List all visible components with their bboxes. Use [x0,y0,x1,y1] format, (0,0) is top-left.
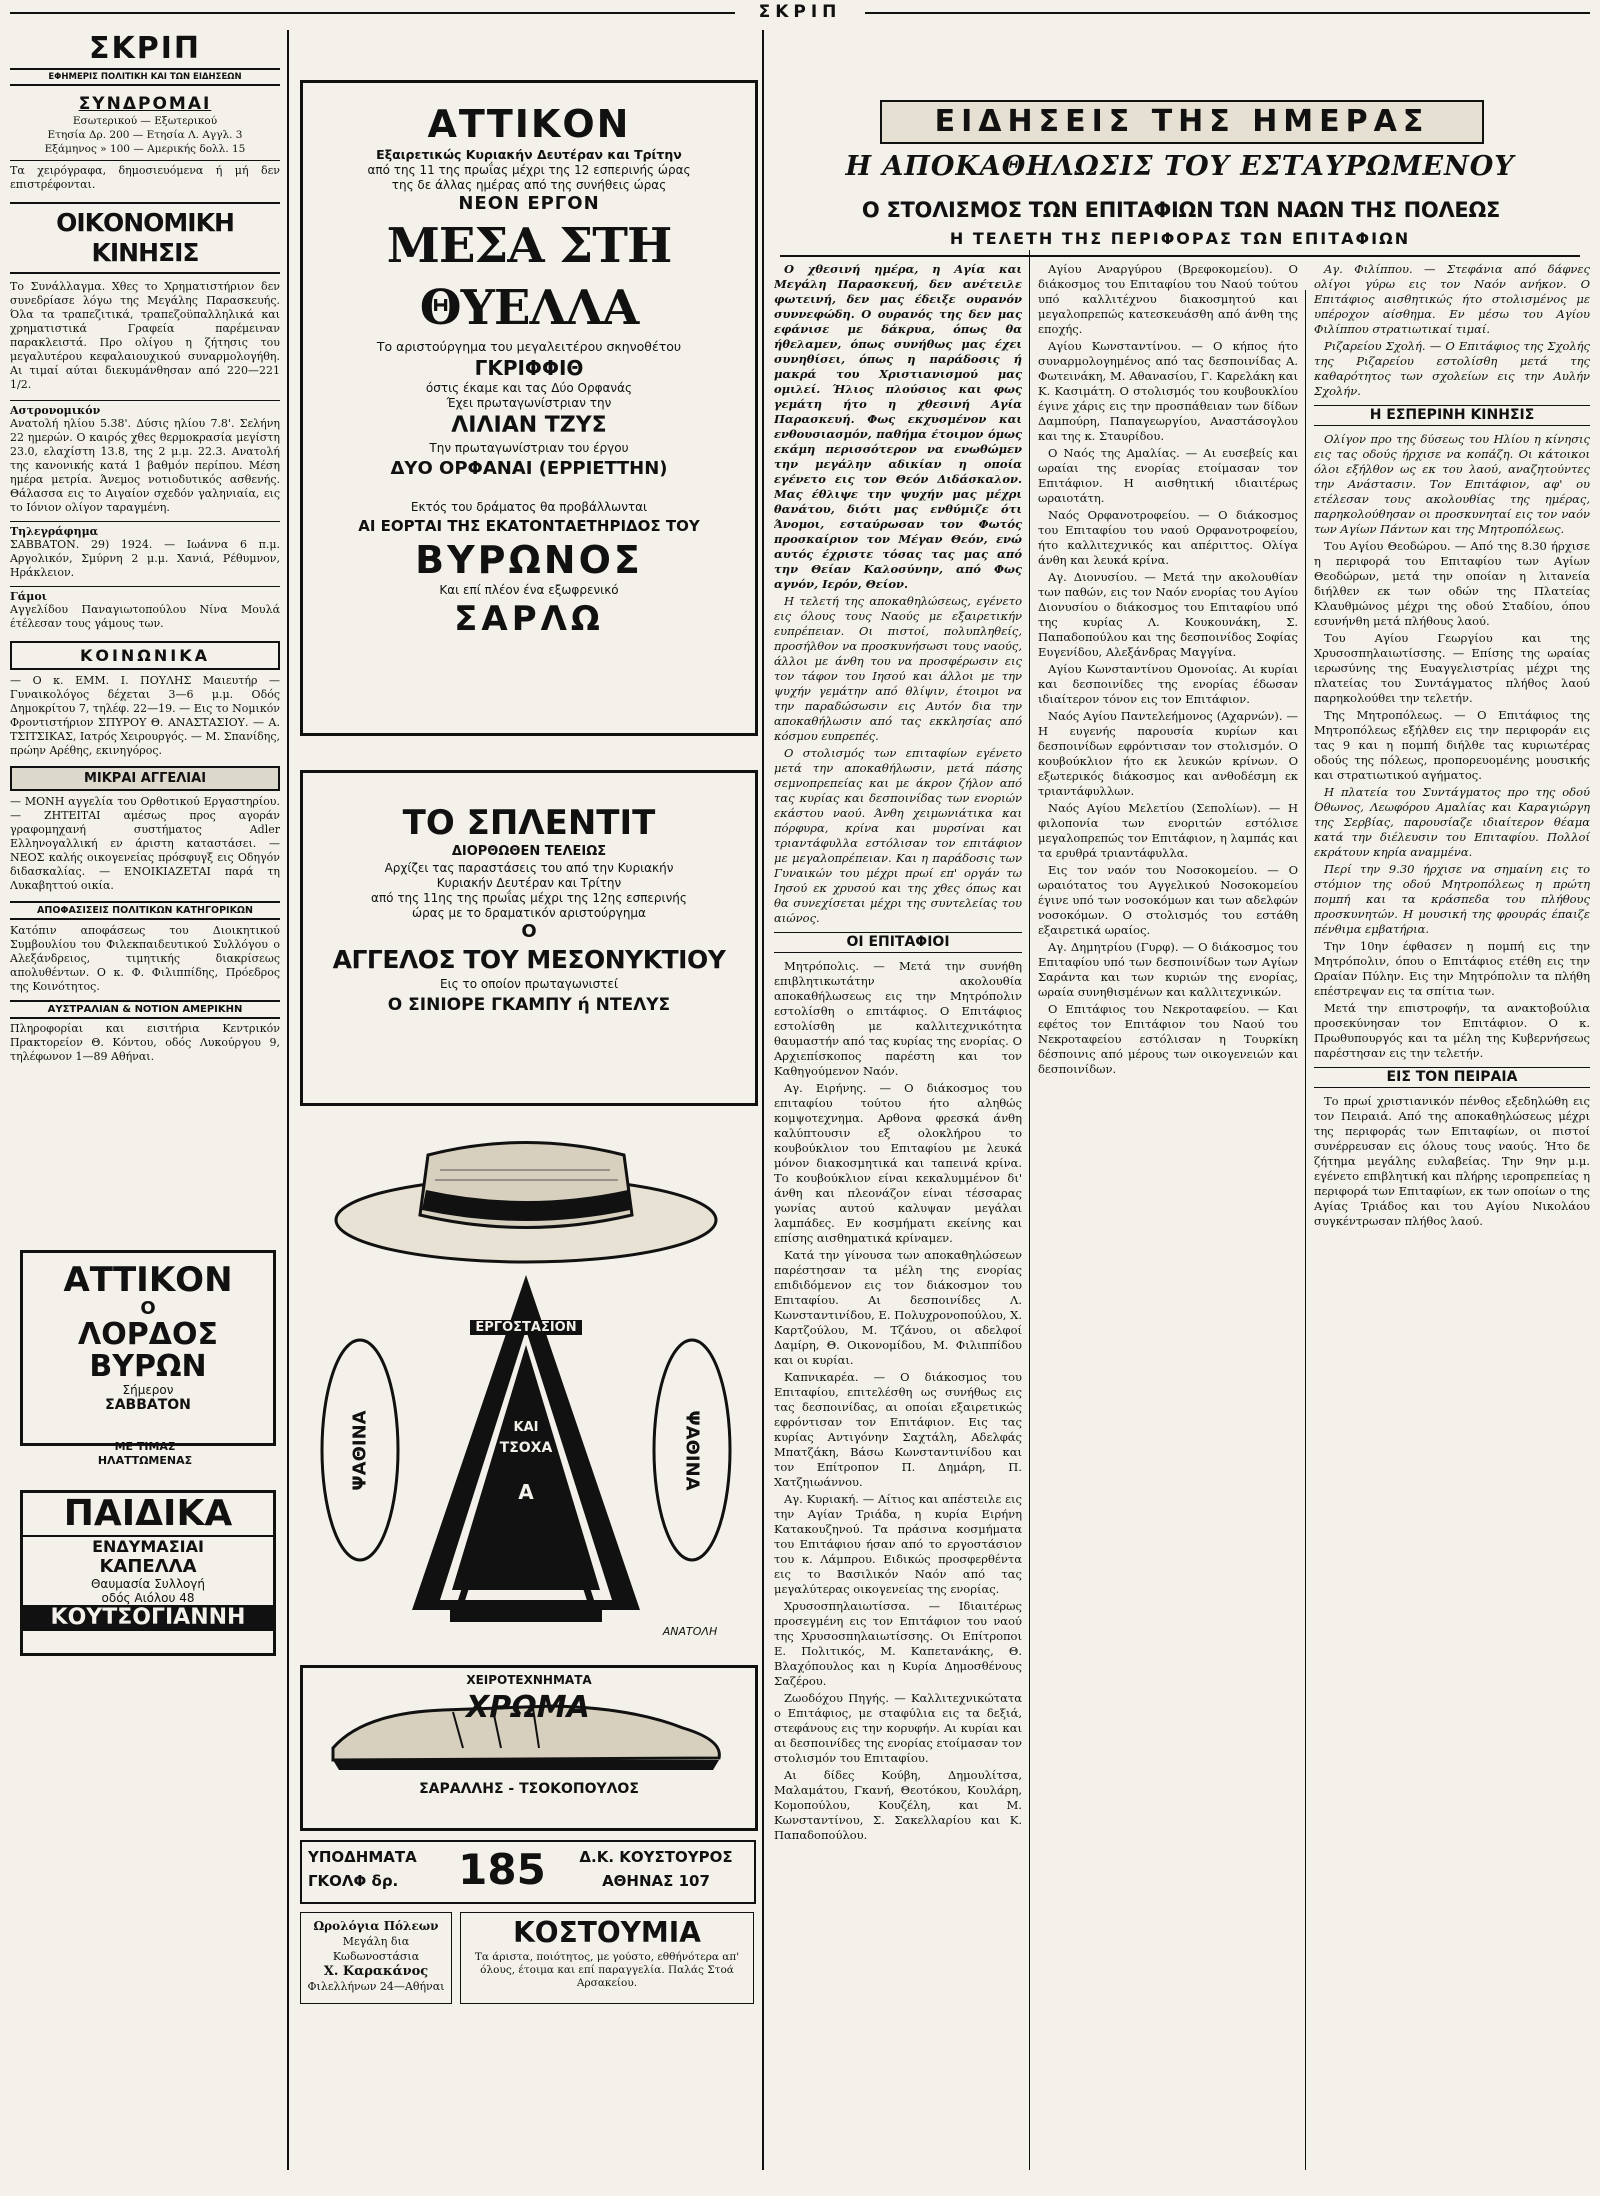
col3-j: Μετά την επιστροφήν, τα ανακτοβούλια προσεκύνησαν τον Επιτάφιον. Ο κ. Πρωθυπουργός και τα μέλη της Κυβερνήσεως παρέστησαν εις την τελετήν. [1314,1001,1590,1060]
golf-shop1: Δ.Κ. ΚΟΥΣΤΟΥΡΟΣ [579,1848,733,1866]
chroma-maker: ΣΑΡΑΛΛΗΣ - ΤΣΟΚΟΠΟΥΛΟΣ [419,1781,639,1797]
col3-k: Το πρωί χριστιανικόν πένθος εξεδηλώθη εις τον Πειραιά. Από της αποκαθηλώσεως μέχρι της περιφοράς των Επιταφίων, οι πιστοί συνέρρευσαν εις όλους τους ναούς. Ήτο δε ζήτημα μεγάλης ευλαβείας. Την 9ην μ.μ. εγένετο επιβλητική και πλήρης ιεροπρεπείας η περιφορά των Επιταφίων, εκ των οποίων ο της Αγίας Τριάδος και του Αγίου Νικολάου συγκέντρωσαν πλήθος λαού. [1314,1094,1590,1228]
attikon-orphans: ΔΥΟ ΟΡΦΑΝΑΙ (ΕΡΡΙΕΤΤΗΝ) [390,458,668,479]
subs-line-2: Ετησία Δρ. 200 — Ετησία Λ. Αγγλ. 3 [47,129,243,141]
news-sub1: Ο ΣΤΟΛΙΣΜΟΣ ΤΩΝ ΕΠΙΤΑΦΙΩΝ ΤΩΝ ΝΑΩΝ ΤΗΣ ΠΟΛΕΩΣ [861,198,1501,222]
splendid-star-note: Εις το οποίον πρωταγωνιστεί [439,977,619,991]
koin-title: ΚΟΙΝΩΝΙΚΑ [10,641,280,670]
col1-e: Αγ. Ειρήνης. — Ο διάκοσμος του επιταφίου τούτου ήτο αληθώς κομψοτεχνημα. Αρθονα φρεσκά άνθη καλύπτουσιν εξ ολοκλήρου το κουβούκλιον του Επιταφίου με λευκά μόνον διακοσμητικά και ταπεινά κρίνα. Το κουβούκλιον είναι κεκαλυμμένον δι' άνθη και πλεονάζον είναι τέσσαρας γωνίας αυτού καλυψαν μεγάλαι λαμπάδες. Εν κοσμήματι εκείνης και επίσης αισθηματικά κρίναμεν. [774,1081,1022,1245]
col2-e: Αγ. Διονυσίου. — Μετά την ακολουθίαν των παθών, εις τον Ναόν ενορίας του Αγίου Διονυσίου ο διάκοσμος του Επιταφίου υπό της κυρίας Λ. Κουκουνάκη, Σ. Παπαδοπούλου και της δεσποινίδος Σοφίας Ευγενίδου, Αλεξάνδρας Μαγγίνα. [1038,570,1298,659]
ad-suits [460,1912,754,2004]
koin-text: — Ο κ. ΕΜΜ. Ι. ΠΟΥΛΗΣ Μαιευτήρ — Γυναικολόγος δέχεται 3—6 μ.μ. Οδός Δημοκρίτου 7, τηλέφ. 22—19. — Εις το Νομικόν Φροντιστήριον ΣΠΥΡΟΥ Θ. ΑΝΑΣΤΑΣΙΟΥ. — Α. ΤΣΙΤΣΙΚΑΣ, Ιατρός Χειρουργός. — Μ. Σπανίδης, πρώην Αρέθης, εκινηγόρος. [10,674,280,757]
clocks-line1: Μεγάλη δια Κωδωνοστάσια [332,1935,420,1963]
gamoi-title: Γάμοι [10,586,280,603]
astro-text: Ανατολή ηλίου 5.38'. Δύσις ηλίου 7.8'. Σελήνη 22 ημερών. Ο καιρός χθες θερμοκρασία μεγίστη 23.0, ελαχίστη 13.8, της 2 μ.μ. 22.3. Ανατολή της κανονικής κατά 1 βαθμόν περίπου. Μέση ημέρα μετρία. Άνεμος νοτιοδυτικός ασθενής. Θάλασσα εις το Αιγαίον σχεδόν γαληνιαία, εις το Ιόνιον ολίγον ταραγμένη. [10,417,280,514]
col2-a: Αγίου Αναργύρου (Βρεφοκομείου). Ο διάκοσμος του Επιταφίου του Ναού τούτου υπό καλλιτέχνου διακοσμητού και μεγαλοπρεπώς κατεσκευάσθη από άνθη της εποχής. [1038,262,1298,336]
splendid-o: Ο [521,921,537,942]
theatre-text: ΣΑΒΒΑΤΟΝ. 29) 1924. — Ιωάννα 6 π.μ. Αργολικόν, Σμύρνη 2 μ.μ. Χανιά, Ρέθυμνον, Ηράκλειον. [10,538,280,579]
anatoli-mid1: ΚΑΙ [513,1420,539,1435]
col1-c: Ο στολισμός των επιταφίων εγένετο μετά την αποκαθήλωσιν, μετά πάσης σεμνοπρεπείας και με άκρον ζήλον από τας κυρίας και δεσποινίδας των ενοριών εκάστου ναού. Άνθη χειμωνιάτικα και πόρφυρα, κρίνα και μυρσίναι και τριαντάφυλλα εστόλισαν τον επιτάφιον με μεγαλοπρέπειαν. Και η παράδοσις των Γυναικών του μέχρι πρωί επ' οργάν τω Ιησού εκ χρυσού και της χθες όπως και θα συνεχίσεται μέχρι της συντελείας του αιώνος. [774,746,1022,925]
col2-c: Ο Ναός της Αμαλίας. — Αι ευσεβείς και ωραίαι της ενορίας ετοίμασαν τον Επιτάφιον. Η αισθητική ιδιαιτέρως ωραιοτάτη. [1038,446,1298,505]
col1-f: Κατά την γίνουσα των αποκαθηλώσεων παρέστησαν τα μέλη της ενορίας επιδιδόμενον εις τον διάκοσμον του Επιταφίου. Αι δεσποινίδες Λ. Κωνσταντινίδου, Ε. Πολυχρονοπούλου, Χ. Καρτζούλου, Μ. Τζάνου, οι αδελφοί Δαμίρη, Θ. Οικονομίδου, Μ. Φιλιππίδου και οι κυρίαι. [774,1248,1022,1367]
byron-ad-price1: ΜΕ ΤΙΜΑΣ [114,1440,176,1453]
col2-i: Εις τον ναόν του Νοσοκομείου. — Ο ωραιότατος του Αγγελικού Νοσοκομείου έγινε υπό των νοσοκόμων και των αδελφών νοσοκόμων. Ο στολισμός του εστάθη εξαιρετικά ωραίος. [1038,863,1298,937]
mikrai-text: — ΜΟΝΗ αγγελία του Ορθοτικού Εργαστηρίου. — ΖΗΤΕΙΤΑΙ αμέσως προς αγοράν γραφομηχανή συστήματος Adler Ελληνογαλλική εν άριστη καταστάσει. — ΝΕΟΣ καλής οικογενείας πρόσφυγξ εις Οδηγόν διδασκαλίας. — ΕΝΟΙΚΙΑΖΕΤΑΙ παρά τη Λυκαβηττού οικία. [10,795,280,892]
chroma-top: ΧΕΙΡΟΤΕΧΝΗΜΑΤΑ [466,1673,592,1687]
left-subtitle: ΕΦΗΜΕΡΙΣ ΠΟΛΙΤΙΚΗ ΚΑΙ ΤΩΝ ΕΙΔΗΣΕΩΝ [10,68,280,86]
col3-title2: ΕΙΣ ΤΟΝ ΠΕΙΡΑΙΑ [1314,1067,1590,1088]
col2-k: Ο Επιτάφιος του Νεκροταφείου. — Και εφέτος τον Επιτάφιον του Ναού του Νεκροταφείου εστόλισαν η Τουρκίκη δέσποινις από μέρους των οικογενειών και δεσποινίδων. [1038,1002,1298,1076]
attikon-line2: από της 11 της πρωΐας μέχρι της 12 εσπερινής ώρας [367,163,691,177]
paidika-sub1: ΕΝΔΥΜΑΣΙΑΙ [92,1537,204,1556]
theatre-title: Τηλεγράφημα [10,521,280,538]
news-col-1 [774,262,1022,2172]
golf-label1: ΥΠΟΔΗΜΑΤΑ [308,1848,417,1866]
attikon-comic: Και επί πλέον ένα εξωφρενικό [439,583,619,597]
splendid-line4: ώρας με το δραματικόν αριστούργημα [412,906,646,920]
golf-label2: ΓΚΟΛΦ δρ. [308,1872,399,1890]
chroma-brand: ΧΡΩΜΑ [466,1690,590,1725]
ad-attikon [300,80,758,736]
anatoli-brand1: ΕΡΓΟΣΤΑΣΙΟΝ [470,1320,582,1335]
anatoli-side-left: ΨΑΘΙΝΑ [349,1410,371,1491]
paidika-brand: ΚΟΥΤΣΟΓΙΑΝΝΗ [23,1605,273,1631]
col1-k: Αι δίδες Κούβη, Δημουλίτσα, Μαλαμάτου, Γκανή, Θεοτόκου, Κουλάρη, Κομοπούλου, Κουζέλη, και Μ. Κωνσταντίνου, Σ. Σακελλαρίου και Κ. Παπαδοπούλου. [774,1768,1022,1842]
col1-j: Ζωοδόχου Πηγής. — Καλλιτεχνικώτατα ο Επιτάφιος, με σταφύλια εις τα δεξιά, στεφάνους εις την κορυφήν. Αι κυρίαι και αι δεσποινίδες της ενορίας ετοίμασαν τον στολισμόν του Επιταφίου. [774,1691,1022,1765]
golf-price: 185 [458,1845,546,1894]
clocks-title: Ωρολόγια Πόλεων [313,1919,439,1933]
splendid-line3: από της 11ης της πρωΐας μέχρι της 12ης εσπερινής [371,891,687,905]
col2-g: Ναός Αγίου Παντελεήμονος (Αχαρνών). — Η ευγενής παρουσία κυρίων και δεσποινίδων εφρόντισαν τον στολισμόν. Ο κουβούκλιον ήτο εκ λευκών κρίνων. Ο εξωτερικός διάκοσμος και ανθοδέσμη εκ τριαντάφυλλων. [1038,709,1298,798]
clocks-name: Χ. Καρακάνος [323,1964,429,1979]
news-banner: ΕΙΔΗΣΕΙΣ ΤΗΣ ΗΜΕΡΑΣ [880,100,1484,144]
attikon-title: ΜΕΣΑ ΣΤΗ ΘΥΕΛΛΑ [386,218,672,336]
attikon-extra: Εκτός του δράματος θα προβάλλωνται [410,500,648,514]
attikon-byron: ΒΥΡΩΝΟΣ [415,538,643,582]
col3-e: Του Αγίου Γεωργίου και της Χρυσοσπηλαιωτίσσης. — Επίσης της ωραίας ιερωσύνης της Ευαγγελιστρίας μέχρι της πλατείας του Συντάγματος πλήθος λαού παρηκολούθει την τελετήν. [1314,631,1590,705]
byron-ad-title1: ΛΟΡΔΟΣ [78,1317,218,1352]
attikon-star: ΛΙΛΙΑΝ ΤΖΥΣ [451,413,607,438]
gamoi-text: Αγγελίδου Παναγιωτοπούλου Νίνα Μουλά έτέλεσαν τους γάμους των. [10,603,280,630]
attikon-sarlo: ΣΑΡΛΩ [454,599,604,639]
suits-title: ΚΟΣΤΟΥΜΙΑ [513,1916,701,1949]
splendid-name: ΤΟ ΣΠΛΕΝΤΙΤ [402,803,656,843]
col3-title: Η ΕΣΠΕΡΙΝΗ ΚΙΝΗΣΙΣ [1314,405,1590,426]
paidika-title: ΠΑΙΔΙΚΑ [23,1493,273,1537]
anatoli-side-right: ΨΑΘΙΝΑ [681,1410,703,1491]
paidika-line2: οδός Αιόλου 48 [101,1591,195,1605]
subs-line-3: Εξάμηνος » 100 — Αμερικής δολλ. 15 [44,143,246,155]
col3-h: Περί την 9.30 ήρχισε να σημαίνη εις το στόμιον της οδού Μητροπόλεως η πρώτη πομπή και τα κράσπεδα του πλήθους προσκυνητών. Η μουσική της φρουράς έπαιζε πένθιμα εμβατήρια. [1314,862,1590,936]
paidika-line1: Θαυμασία Συλλογή [90,1577,205,1591]
manuscripts-notice: Τα χειρόγραφα, δημοσιευόμενα ή μή δεν επιστρέφονται. [10,160,280,192]
col3-f: Της Μητροπόλεως. — Ο Επιτάφιος της Μητροπόλεως εξήλθεν εις την περιφοράν εις τας 9 και η πομπή διήλθε τας κυριωτέρας οδούς της πόλεως, προπορευομένης μουσικής και στρατιωτικού αγήματος. [1314,708,1590,782]
col1-b: Η τελετή της αποκαθηλώσεως, εγένετο εις όλους τους Ναούς με εξαιρετικήν ευπρέπειαν. Οι πιστοί, πολυπληθείς, προσήλθον να προσκυνήσωσι τους ναούς, άλλοι με άνθη του να προσφέρωσιν εις τον τάφον του Ιησού και άλλοι με την ψυχήν γεμάτην από θλίψιν, έτοιμοι να την παραδώσωσιν εις Αυτόν δια την αποκαθήλωσιν από τας εκκλησίας από κόσμου ευπρεπές. [774,594,1022,743]
subs-title: ΣΥΝΔΡΟΜΑΙ [78,94,212,114]
col3-d: Του Αγίου Θεοδώρου. — Από της 8.30 ήρχισε η περιφορά του Επιταφίου των Αγίων Θεοδώρων, μετά την οποίαν η λιτανεία διήλθεν εκ των οδών της Πλατείας Κλαυθμώνος μέχρι της οδού Σταδίου, όπου εσυνήνθη μετά πλήθους λαού. [1314,539,1590,628]
byron-ad-prices [20,1440,270,1468]
byron-ad-name: ΑΤΤΙΚΟΝ [63,1260,233,1300]
astro-title: Αστρονομικόν [10,400,280,417]
news-col-3 [1314,262,1590,2172]
clocks-addr: Φιλελλήνων 24—Αθήναι [307,1980,445,1993]
column-rule-3 [1029,250,1030,2170]
column-rule-4 [1305,290,1306,2170]
econ-text: Το Συνάλλαγμα. Χθες το Χρηματιστήριον δεν συνεδρίασε λόγω της Μεγάλης Παρασκευής. Όλα τα τραπεζιτικά, τραπεζοϋπαλληλικά και χρηματιστικά Γραφεία παρέμειναν παρακλειστά. Προ ολίγου η ζήτησις του μεγαλυτέρου κεφαλαιουχικού συναρμολογήθη. Αι τιμαί αύται διεκυμάνθησαν από 220—221 1/2. [10,280,280,391]
attikon-note2: Έχει πρωταγωνίστριαν την [446,396,612,410]
splendid-star: Ο ΣΙΝΙΟΡΕ ΓΚΑΜΠΥ ή ΝΤΕΛΥΣ [387,995,671,1015]
col2-h: Ναός Αγίου Μελετίου (Σεπολίων). — Η φιλοπονία των ενοριτών εστόλισε μεγαλοπρεπώς τον Επιτάφιον, η λαμπάς και τα ερυθρά τριαντάφυλλα. [1038,801,1298,860]
attikon-neon: ΝΕΟΝ ΕΡΓΟΝ [458,193,600,214]
austr-text: Πληροφορίαι και εισιτήρια Κεντρικόν Πρακτορείον Θ. Κόντου, οδός Λυκούργου 9, τηλέφωνον 1—89 Αθήναι. [10,1022,280,1063]
col2-d: Ναός Ορφανοτροφείου. — Ο διάκοσμος του Επιταφίου του ναού Ορφανοτροφείου, ήτο καλλιτεχνικός και απέριττος. Ολίγα άνθη και λευκά κρίνα. [1038,508,1298,567]
column-rule-2 [762,30,764,2170]
hat-illustration [300,1120,752,1270]
headline-rule [780,255,1580,257]
splendid-title: ΑΓΓΕΛΟΣ ΤΟΥ ΜΕΣΟΝΥΚΤΙΟΥ [332,945,726,974]
news-sub2: Η ΤΕΛΕΤΗ ΤΗΣ ΠΕΡΙΦΟΡΑΣ ΤΩΝ ΕΠΙΤΑΦΙΩΝ [949,229,1411,248]
col1-d: Μητρόπολις. — Μετά την συνήθη επιβλητικωτάτην ακολουθία αποκαθήλωσεως εις την Μητρόπολιν εστολίσθη ο επιτάφιος. Ο Επιτάφιος εστολίσθη με καλλιτεχνικότητα θαυμαστήν από τας κυρίας της ενορίας. Ο Αρχιεπίσκοπος παρέστη και τον Καθηγούμενον Ναόν. [774,959,1022,1078]
attikon-divider [303,482,755,500]
col3-a: Αγ. Φιλίππου. — Στεφάνια από δάφνες ολίγοι γύρω εις τον Ναόν ανήκον. Ο Επιτάφιος αισθητικώς ήτο στολισμένος με υπέροχον αίσθημα. Εν μέσω του Αγίου Φιλίππου στρατιωτικαί τιμαί. [1314,262,1590,336]
splendid-line1: Αρχίζει τας παραστάσεις του από την Κυριακήν [384,861,674,875]
col3-g: Η πλατεία του Συντάγματος προ της οδού Όθωνος, Λεωφόρου Αμαλίας και Καραγιώργη της Σερβίας, παρουσίαζε ιδιαίτερον θέαμα κατά την διέλευσιν του Επιταφίου. Πολλοί εκράτουν κηρία αναμμένα. [1314,785,1590,859]
byron-ad-price2: ΗΛΑΤΤΩΜΕΝΑΣ [97,1454,193,1467]
epit-title: ΟΙ ΕΠΙΤΑΦΙΟΙ [774,932,1022,953]
col3-c: Ολίγον προ της δύσεως του Ηλίου η κίνησις εις τας οδούς ήρχισε να κοπάζη. Οι κάτοικοι όλοι εξήλθον ως εκ του λαού, αναζητούντες την Ανάστασιν. Τον Επιτάφιον, αφ' ου ετέλεσαν τους ακολουθίας της ημέρας, παρηκολούθησαν οι προσκυνηταί εις τον ναόν των Αγίων Πάντων και της Μητροπόλεως. [1314,432,1590,536]
ad-paidika [20,1490,276,1656]
col1-h: Αγ. Κυριακή. — Αίτιος και απέστειλε εις την Αγίαν Τριάδα, η κυρία Ειρήνη Κατακουζηνού. Τα πράσινα κοσμήματα του Επιτάφιου ήσαν από το εργοστάσιον του κ. Λάμπρου. Ειδικώς προσφερθέντα εις το Βασιλικόν Ναόν από τας μεγαλύτερας οικογενείας της ενορίας. [774,1492,1022,1596]
news-col-2 [1038,262,1298,2172]
byron-ad-o: Ο [140,1298,156,1319]
attikon-star-note: Την πρωταγωνίστριαν του έργου [429,441,629,455]
attikon-name: ΑΤΤΙΚΟΝ [427,102,631,146]
splendid-sub: ΔΙΟΡΘΩΘΕΝ ΤΕΛΕΙΩΣ [451,844,607,859]
attikon-line1: Εξαιρετικώς Κυριακήν Δευτέραν και Τρίτην [376,147,682,162]
apof-text: Κατόπιν αποφάσεως του Διοικητικού Συμβουλίου του Φιλεκπαιδευτικού Συλλόγου ο Αλεξάνδρειος, τιμητικής διακρίσεως απολυθέντων. Ο κ. Φ. Φιλιππίδης, Πρόεδρος της Κοινότητος. [10,924,280,993]
col3-i: Την 10ην έφθασεν η πομπή εις την Μητρόπολιν, όπου ο Επιτάφιος ετέθη εις την Ωραίαν Πύλην. Εις την Μητρόπολιν τα πλήθη επέστρεψαν εις τα σπίτια των. [1314,939,1590,998]
econ-title: ΟΙΚΟΝΟΜΙΚΗ ΚΙΝΗΣΙΣ [10,202,280,274]
golf-shop2: ΑΘΗΝΑΣ 107 [602,1872,710,1890]
left-title: ΣΚΡΙΠ [89,31,201,66]
byron-ad-day2: ΣΑΒΒΑΤΟΝ [105,1397,191,1413]
ad-golf-shoes [300,1840,756,1904]
austr-title: ΑΥΣΤΡΑΛΙΑΝ & ΝΟΤΙΟΝ ΑΜΕΡΙΚΗΝ [10,1000,280,1019]
col1-a: Ο χθεσινή ημέρα, η Αγία και Μεγάλη Παρασκευή, δεν ανέτειλε φωτεινή, δεν μας έδειξε ουρανόν συννεφώδη. Ο ουρανός της δεν μας εφάνισε με δάκρυα, όπως θα ήθελαμεν, όπως συνήθως μας έχει συνηθίσει, όπως η παράδοσις ή μακρά του Χριστιανισμού μας ομιλεί. Ήλιος πλούσιος και φως γεμάτη ήτο η χθεσινή Αγία Παρασκευή. Φως εκχυσμένον και ενθουσιασμόν, παθήμα έτοιμον όμως εκάμη περισσότερον να ενωθώμεν την μεγάλην αδικίαν η οποία εγένετο εις τον Θεόν Διδάσκαλον. Μας έθλιψε την ψυχήν μας μέχρι θανάτου, διότι μας ενθύμιζε ότι Άνομοι, εσταύρωσαν τον Φωτός προσκαίριον τον Μέγαν Θεόν, ενώ αυτός έχριστε τόσας τας μας από την Θείαν Καλοσύνην, από Φως αγνόν, Ιερόν, Θείον. [774,262,1022,591]
attikon-line3: της δε άλλας ημέρας από της συνήθεις ώρας [391,178,667,192]
mikrai-title: ΜΙΚΡΑΙ ΑΓΓΕΛΙΑΙ [10,766,280,791]
byron-ad-day1: Σήμερον [122,1383,174,1397]
splendid-line2: Κυριακήν Δευτέραν και Τρίτην [436,876,622,890]
col2-f: Αγίου Κωνσταντίνου Ομονοίας. Αι κυρίαι και δεσποινίδες της ενορίας έδωσαν ιδιαίτερον τόνον εις τον Επιτάφιον. [1038,662,1298,706]
col2-j: Αγ. Δημητρίου (Γυρφ). — Ο διάκοσμος του Επιταφίου υπό των δεσποινίδων των Αγίων Σαράντα και των κυριών της ενορίας, ωραία συνηθισμένων και καλλιτεχνικών. [1038,940,1298,999]
byron-ad-title2: ΒΥΡΩΝ [89,1349,207,1384]
attikon-fest: ΑΙ ΕΟΡΤΑΙ ΤΗΣ ΕΚΑΤΟΝΤΑΕΤΗΡΙΔΟΣ ΤΟΥ [358,517,700,535]
masthead-name: ΣΚΡΙΠ [735,2,865,24]
suits-text: Τα άριστα, ποιότητος, με γούστο, εθθήνότερα απ' όλους, έτοιμα και επί παραγγελία. Παλάς Στοά Αρσακείου. [474,1951,740,1989]
col1-i: Χρυσοσπηλαιωτίσσα. — Ιδιαιτέρως προσεγμένη εις τον Επιτάφιον του ναού της Χρυσοσπηλαιωτίσσης. Οι Επίτροποι Ε. Πολιτικός, Μ. Καπετανάκης, Θ. Βλαχόπουλος και η Κυρία Δημοσθένους Σαζέρου. [774,1599,1022,1688]
ad-clocks [300,1912,452,2004]
apof-title: ΑΠΟΦΑΣΙΣΕΙΣ ΠΟΛΙΤΙΚΩΝ ΚΑΤΗΓΟΡΙΚΩΝ [10,901,280,920]
col3-b: Ριζαρείου Σχολή. — Ο Επιτάφιος της Σχολής της Ριζαρείου εστολίσθη μετά της καθαρότητος των σχολείων εις την Αυλήν Σχολήν. [1314,339,1590,398]
anatoli-letter: Α [518,1480,534,1504]
ad-chroma-shoes [300,1665,758,1831]
ad-lordos-byron [20,1250,276,1446]
news-headline: Η ΑΠΟΚΑΘΗΛΩΣΙΣ ΤΟΥ ΕΣΤΑΥΡΩΜΕΝΟΥ [845,151,1515,182]
anatoli-signature: ΑΝΑΤΟΛΗ [662,1625,718,1638]
left-column [10,32,280,2172]
col1-g: Καπνικαρέα. — Ο διάκοσμος του Επιταφίου, επιτελέσθη ως συνήθως εις τας δεσποινίδας, αι οποίαι εξαιρετικώς εφρόντισαν τον Επιτάφιον. Εις τας κυρίας Αντιγόνην Σαχτάλη, Αδελφάς Μπατζάκη, Βάσω Κωνσταντινίδου και τον Επίτροπον Π. Δημάρη, Π. Χατζηιωάννου. [774,1370,1022,1489]
paidika-sub2: ΚΑΠΕΛΛΑ [99,1556,197,1577]
column-rule-1 [287,30,289,2170]
masthead-bar [0,0,1600,26]
ad-splendid [300,770,758,1106]
attikon-director: ΓΚΡΙΦΦΙΘ [474,356,584,380]
ad-anatoli-hats [300,1120,752,1650]
attikon-by: Το αριστούργημα του μεγαλειτέρου σκηνοθέτου [376,339,682,354]
attikon-note1: όστις έκαμε και τας Δύο Ορφανάς [425,381,633,395]
col2-b: Αγίου Κωνσταντίνου. — Ο κήπος ήτο συναρμολογημένος από τας δεσποινίδας Α. Φωτεινάκη, Μ. Αθανασίου, Γ. Καρελάκη και Κ. Κασιμάτη. Ο στολισμός του κουβουκλίου έγινε χάρις εις την προσπάθειαν των δίδων Δαμπούρη, Παπαγεωργίου, Αναστάσογλου και της κ. Σταυρίδου. [1038,339,1298,443]
subs-line-1: Εσωτερικού — Εξωτερικού [72,115,218,127]
anatoli-mid2: ΤΣΟΧΑ [499,1440,553,1456]
